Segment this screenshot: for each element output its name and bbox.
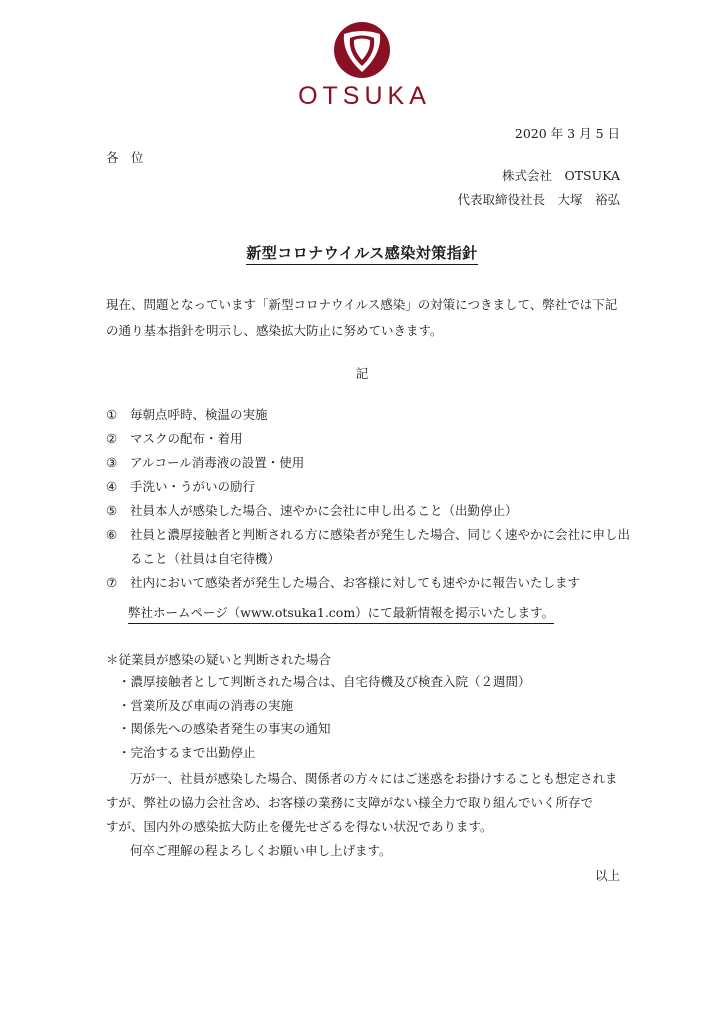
list-item: ・完治するまで出勤停止 — [118, 744, 256, 760]
list-item — [106, 427, 631, 451]
list-item — [106, 571, 631, 595]
list-item — [106, 523, 631, 571]
suspected-case-list — [118, 670, 531, 764]
closing-line: すが、国内外の感染拡大防止を優先せざるを得ない状況であります。 — [106, 819, 493, 834]
list-item-number: ⑦ — [106, 575, 118, 590]
list-item-number: ③ — [106, 455, 118, 470]
document-title-text: 新型コロナウイルス感染対策指針 — [246, 244, 478, 265]
list-item: ・濃厚接触者として判断された場合は、自宅待機及び検査入院（２週間） — [118, 674, 531, 689]
list-item-text: 社員本人が感染した場合、速やかに会社に申し出ること（出勤停止） — [130, 503, 518, 518]
company-logo — [260, 20, 464, 111]
list-item — [106, 451, 631, 475]
list-item — [106, 403, 631, 427]
list-item-text: 社員と濃厚接触者と判断される方に感染者が発生した場合、同じく速やかに会社に申し出ること（社員は自宅待機） — [130, 527, 631, 566]
brand-wordmark: OTSUKA — [298, 82, 431, 110]
list-item-text: 手洗い・うがいの励行 — [130, 479, 256, 494]
list-item-number: ④ — [106, 479, 118, 494]
closing-line: すが、弊社の協力会社含め、お客様の業務に支障がない様全力で取り組んでいく所存で — [106, 795, 594, 810]
closing-line: 万が一、社員が感染した場合、関係者の方々にはご迷惑をお掛けすることも想定されま — [130, 771, 618, 786]
list-item-number: ⑤ — [106, 503, 118, 518]
measures-list — [106, 403, 631, 595]
suspected-case-heading: ＊従業員が感染の疑いと判断された場合 — [106, 652, 332, 667]
closing-line: 何卒ご理解の程よろしくお願い申し上げます。 — [130, 843, 392, 858]
list-item-text: アルコール消毒液の設置・使用 — [130, 455, 305, 470]
document-title — [0, 242, 724, 263]
document-date: 2020 年 3 月 5 日 — [514, 126, 620, 141]
list-item — [106, 499, 631, 523]
list-item — [106, 475, 631, 499]
website-notice: 弊社ホームページ（www.otsuka1.com）にて最新情報を掲示いたします。 — [128, 603, 554, 624]
list-item-number: ① — [106, 407, 118, 422]
otsuka-emblem-icon — [330, 20, 394, 80]
list-item-text: マスクの配布・着用 — [130, 431, 243, 446]
list-item: ・関係先への感染者発生の事実の通知 — [118, 721, 331, 736]
company-name: 株式会社 OTSUKA — [501, 168, 620, 183]
representative-name: 代表取締役社長 大塚 裕弘 — [457, 192, 620, 207]
list-item-number: ② — [106, 431, 118, 446]
list-item-text: 社内において感染者が発生した場合、お客様に対しても速やかに報告いたします — [130, 575, 581, 590]
closing-paragraph — [106, 767, 636, 863]
intro-paragraph: 現在、問題となっています「新型コロナウイルス感染」の対策につきまして、弊社では下記の通り基本指針を明示し、感染拡大防止に努めていきます。 — [106, 297, 618, 338]
ki-heading: 記 — [355, 366, 369, 381]
list-item-text: 毎朝点呼時、検温の実施 — [130, 407, 268, 422]
closing-end-mark: 以上 — [594, 868, 620, 883]
list-item: ・営業所及び車両の消毒の実施 — [118, 697, 294, 713]
addressee: 各 位 — [106, 150, 144, 165]
list-item-number: ⑥ — [106, 527, 118, 542]
